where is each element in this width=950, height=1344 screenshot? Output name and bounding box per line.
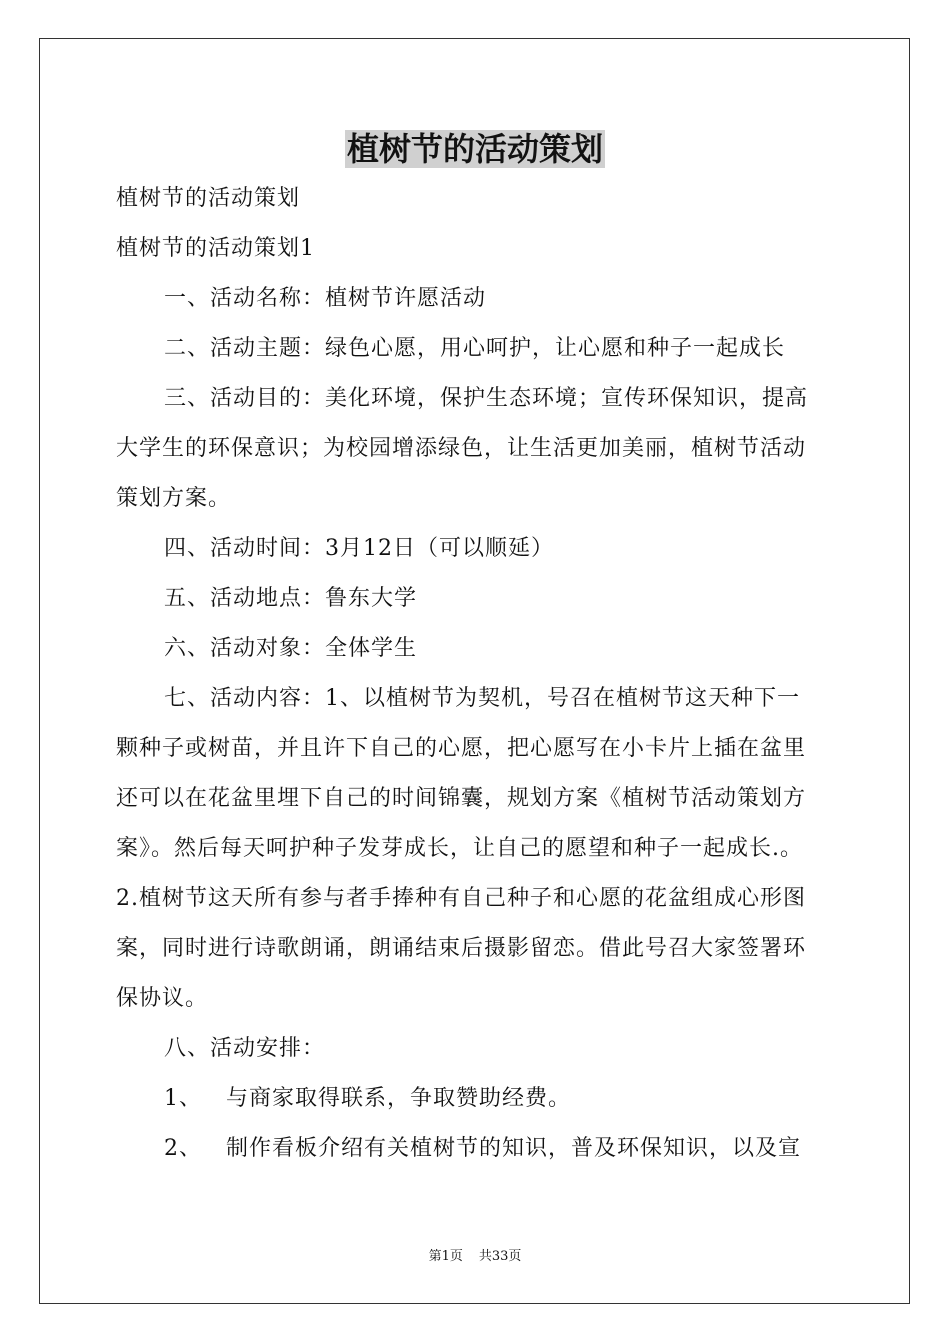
paragraph-line: 八、活动安排： xyxy=(164,1036,326,1061)
paragraph-line: 还可以在花盆里埋下自己的时间锦囊，规划方案《植树节活动策划方 xyxy=(116,786,807,811)
list-item-number: 2、 xyxy=(164,1136,202,1161)
paragraph-line: 植树节的活动策划 xyxy=(116,186,301,211)
paragraph-line: 二、活动主题：绿色心愿，用心呵护，让心愿和种子一起成长 xyxy=(164,336,786,361)
paragraph-line: 三、活动目的：美化环境，保护生态环境；宣传环保知识，提高 xyxy=(164,386,809,411)
list-item-text: 与商家取得联系，争取赞助经费。 xyxy=(226,1086,572,1111)
document-title-text: 植树节的活动策划 xyxy=(346,130,603,168)
document-body xyxy=(116,174,846,1174)
paragraph-line: 策划方案。 xyxy=(116,486,232,511)
paragraph-line: 大学生的环保意识；为校园增添绿色，让生活更加美丽，植树节活动 xyxy=(116,436,807,461)
paragraph-line: 六、活动对象：全体学生 xyxy=(164,636,418,661)
paragraph-line: 植树节的活动策划1 xyxy=(116,236,315,261)
list-item-number: 1、 xyxy=(164,1086,202,1111)
paragraph-line: 四、活动时间：3月12日（可以顺延） xyxy=(164,536,554,561)
paragraph-line: 案，同时进行诗歌朗诵，朗诵结束后摄影留恋。借此号召大家签署环 xyxy=(116,936,807,961)
paragraph-line: 一、活动名称：植树节许愿活动 xyxy=(164,286,487,311)
list-item xyxy=(116,1124,846,1174)
paragraph-line: 五、活动地点：鲁东大学 xyxy=(164,586,418,611)
list-item-text: 制作看板介绍有关植树节的知识，普及环保知识，以及宣 xyxy=(226,1136,802,1161)
paragraph-line: 颗种子或树苗，并且许下自己的心愿，把心愿写在小卡片上插在盆里 xyxy=(116,736,807,761)
list-item xyxy=(116,1074,846,1124)
paragraph-line: 七、活动内容：1、以植树节为契机，号召在植树节这天种下一 xyxy=(164,686,800,711)
page-total: 共33页 xyxy=(478,1249,522,1264)
paragraph-line: 2.植树节这天所有参与者手捧种有自己种子和心愿的花盆组成心形图 xyxy=(116,886,806,911)
page-number: 第1页 xyxy=(428,1249,463,1264)
page-footer xyxy=(0,1248,950,1266)
document-title xyxy=(0,124,950,174)
paragraph-line: 案》。然后每天呵护种子发芽成长，让自己的愿望和种子一起成长.。 xyxy=(116,836,803,861)
paragraph-line: 保协议。 xyxy=(116,986,209,1011)
